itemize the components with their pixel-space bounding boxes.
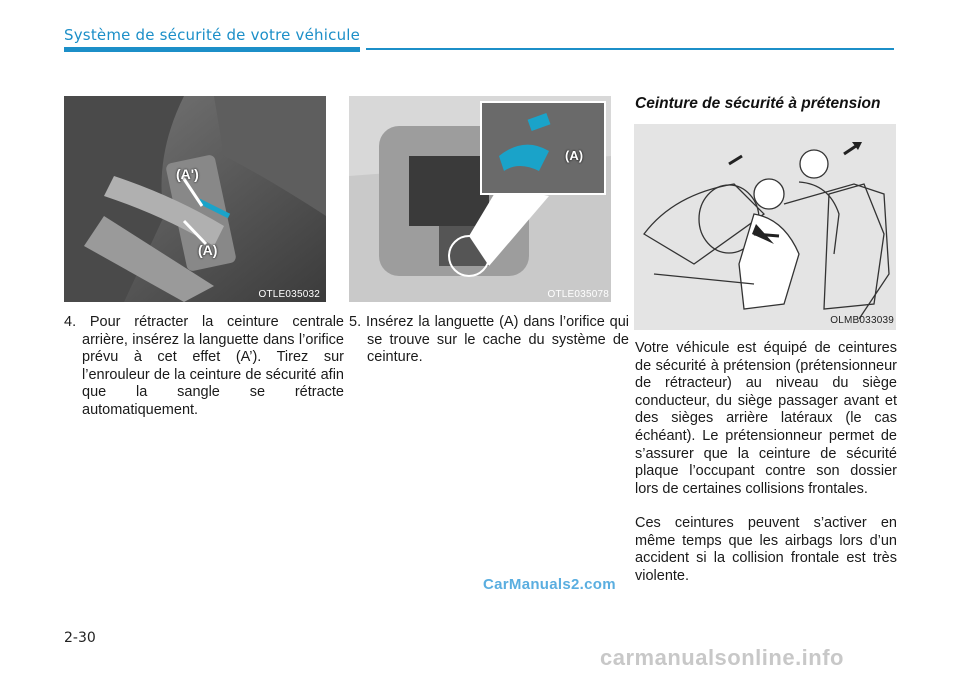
header-rule-thick [64, 47, 360, 52]
header-title: Système de sécurité de votre véhicule [64, 26, 361, 44]
cover-illustration [349, 96, 611, 302]
callout-a: (A) [198, 242, 218, 258]
callout-a: (A) [565, 148, 584, 163]
step-5-text: 5. Insérez la languette (A) dans l’orifice qui se trouve sur le cache du système de ceinture. [349, 314, 629, 366]
callout-a-prime: (A') [176, 166, 199, 182]
section-paragraph-2: Ces ceintures peuvent s’activer en même temps que les airbags lors d’un accident si la collision frontale est très violente. [635, 515, 897, 584]
figure-pretensioner-illustration [634, 124, 896, 330]
watermark-carmanuals2[interactable]: CarManuals2.com [483, 576, 616, 593]
step-4-text: 4. Pour rétracter la ceinture centrale arrière, insérez la languette dans l’orifice prévu à cet effet (A’). Tirez sur l’enrouleur de la ceinture de sécurité afin que la sangle se rétracte automatiquement. [64, 314, 344, 418]
buckle-illustration [64, 96, 326, 302]
figure-code: OTLE035078 [547, 289, 609, 300]
figure-code: OLMB033039 [830, 315, 894, 326]
occupants-drawing [634, 124, 896, 330]
section-title: Ceinture de sécurité à prétension [635, 95, 881, 112]
figure-code: OTLE035032 [258, 289, 320, 300]
figure-belt-cover-photo [349, 96, 611, 302]
watermark-carmanualsonline[interactable]: carmanualsonline.info [600, 645, 844, 670]
header-rule-thin [366, 48, 894, 50]
figure-seatbelt-buckle-photo [64, 96, 326, 302]
section-paragraph-1: Votre véhicule est équipé de ceintures de sécurité à prétension (prétensionneur de rétracteur) au niveau du siège conducteur, du siège passager avant et des sièges arrière latéraux (le cas échéant). Le prétensionneur permet de s’assurer que la ceinture de sécurité plaque l’occupant contre son dossier lors de certaines collisions frontales. [635, 340, 897, 497]
page-number: 2-30 [64, 630, 96, 646]
